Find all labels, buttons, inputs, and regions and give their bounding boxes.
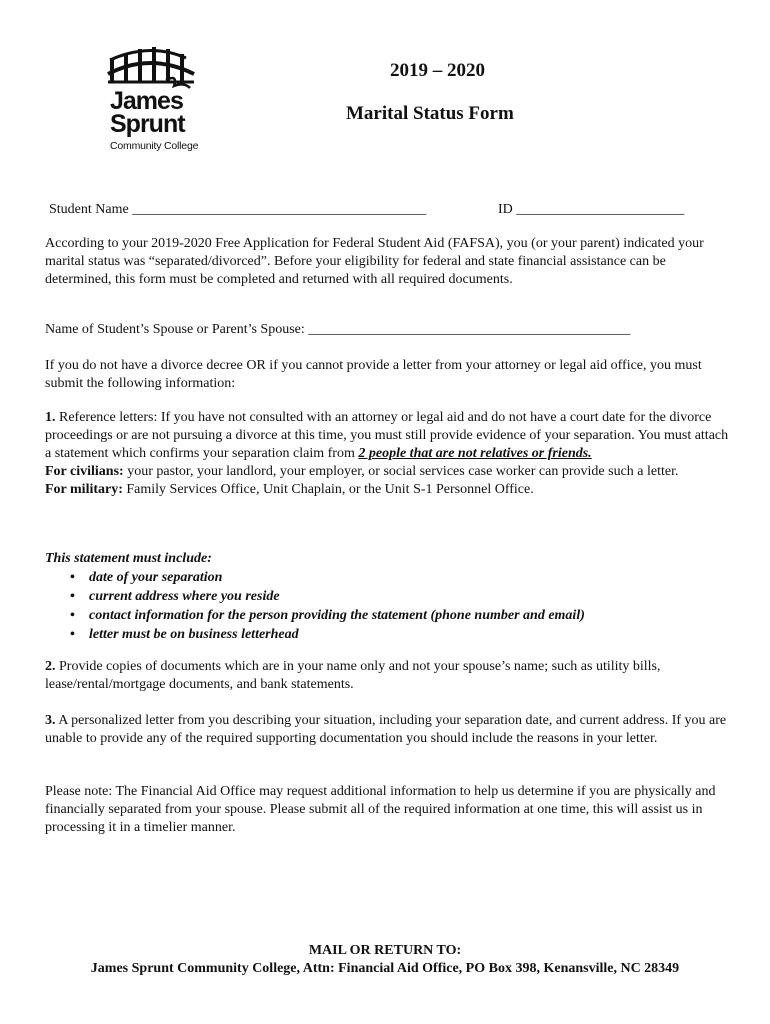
item-1-text: Reference letters: If you have not consulted with an attorney or legal aid and do not have a court date for the divorce proceedings or are not pursuing a divorce at this time, you must still provide evidence of your separation. You must attach a statement which confirms your separation claim from <box>45 410 729 461</box>
list-item: • current address where you reside <box>45 587 735 606</box>
item-2-text: Provide copies of documents which are in your name only and not your spouse’s name; such as utility bills, lease/rental/mortgage documents, and bank statements. <box>45 659 661 692</box>
list-item: • letter must be on business letterhead <box>45 625 735 644</box>
mail-heading: MAIL OR RETURN TO: <box>308 943 462 958</box>
student-id-field[interactable]: ID ________________________ <box>498 202 685 217</box>
item-1-paragraph <box>45 409 735 463</box>
item-3-paragraph <box>45 712 735 748</box>
statement-block <box>45 550 735 644</box>
note-paragraph: Please note: The Financial Aid Office may request additional information to help us determine if you are physically and financially separated from your spouse. Please submit all of the required information at one time, this will assist us in processing it in a timelier manner. <box>45 784 716 835</box>
college-logo <box>104 44 200 158</box>
spouse-name-field[interactable]: Name of Student’s Spouse or Parent’s Spouse: ______________________________________________ <box>45 322 631 337</box>
statement-list <box>45 568 735 644</box>
item-3-text: A personalized letter from you describing your situation, including your separation date, and current address. If you are unable to provide any of the required supporting documentation you should include the reasons in your letter. <box>45 713 727 746</box>
item-1-emphasis: 2 people that are not relatives or friends. <box>358 446 592 461</box>
intro-paragraph: According to your 2019-2020 Free Application for Federal Student Aid (FAFSA), you (or your parent) indicated your marital status was “separated/divorced”. Before your eligibility for federal and state financial assistance can be determined, this form must be completed and returned with all required documents. <box>45 236 704 287</box>
list-item: • contact information for the person providing the statement (phone number and email) <box>45 606 735 625</box>
military-line <box>45 481 735 499</box>
military-label: For military: <box>45 482 123 497</box>
list-item: • date of your separation <box>45 568 735 587</box>
logo-line-3: Community College <box>110 140 199 152</box>
student-name-field[interactable]: Student Name __________________________________________ <box>49 202 427 217</box>
civilians-label: For civilians: <box>45 464 124 479</box>
civilians-text: your pastor, your landlord, your employer, or social services case worker can provide such a letter. <box>123 464 679 479</box>
logo-line-1: James <box>110 87 183 115</box>
item-2-paragraph <box>45 658 735 694</box>
page-title: Marital Status Form <box>346 103 514 124</box>
item-3-number: 3. <box>45 713 56 728</box>
item-1-block <box>45 409 735 499</box>
no-decree-paragraph: If you do not have a divorce decree OR if you cannot provide a letter from your attorney or legal aid office, you must submit the following information: <box>45 358 702 391</box>
mail-address: James Sprunt Community College, Attn: Financial Aid Office, PO Box 398, Kenansville, NC 28349 <box>90 961 680 976</box>
bridge-icon <box>104 44 200 90</box>
military-text: Family Services Office, Unit Chaplain, or the Unit S-1 Personnel Office. <box>122 482 534 497</box>
item-2-number: 2. <box>45 659 56 674</box>
form-year: 2019 – 2020 <box>390 60 485 81</box>
logo-line-2: Sprunt <box>110 110 185 138</box>
item-1-number: 1. <box>45 410 56 425</box>
civilians-line <box>45 463 735 481</box>
statement-heading: This statement must include: <box>45 551 212 566</box>
